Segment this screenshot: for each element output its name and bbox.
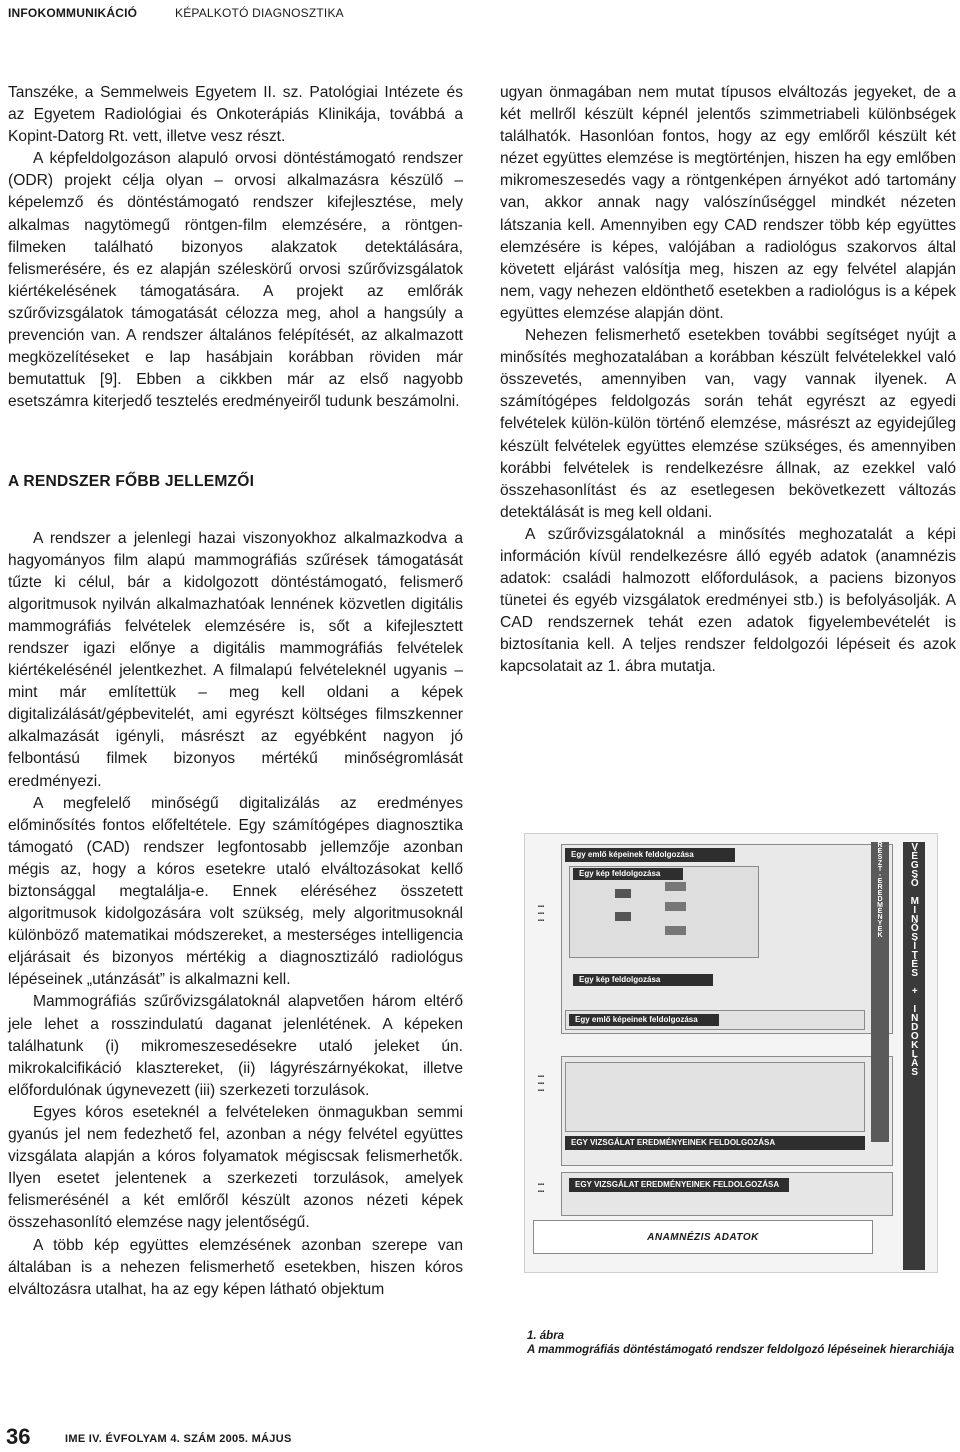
section-heading: A RENDSZER FŐBB JELLEMZŐI — [8, 473, 255, 491]
vertical-partial-results — [871, 842, 889, 1142]
caption-label: 1. ábra — [527, 1330, 565, 1342]
paragraph: Nehezen felismerhető esetekben további segítséget nyújt a minősítés meghozatalában a korábban készült felvételekkel való összevetés, amennyiben van, vagy vannak ilyenek. A számítógépes feldolgozás során tehát egyrészt az egyedi felvételek külön-külön történő elemzése, másrészt az egyidejűleg készült felvételek együttes elemzése szükséges, és amennyiben korábbi felvételek is rendelkezésre állnak, az ezekkel való összehasonlítást és az esetlegesen bekövetkezett változás detektálását is meg kell oldani. — [500, 327, 956, 521]
mini-box — [665, 902, 686, 911]
header-subsection: KÉPALKOTÓ DIAGNOSZTIKA — [175, 6, 344, 20]
right-column — [500, 82, 956, 679]
mini-box — [615, 912, 631, 921]
vertical-label: RÉSZT-EREDMÉNYEK — [876, 842, 884, 938]
mini-box — [665, 882, 686, 891]
page-footer — [0, 1420, 960, 1452]
side-label: ▪▪▪ ▪▪▪ ▪▪▪ — [537, 904, 545, 924]
header-rule — [0, 26, 960, 27]
vertical-label: VÉGSŐ MINŐSÍTÉS + INDOKLÁS — [909, 842, 921, 1076]
figure-diagram — [524, 833, 938, 1273]
paragraph: A szűrővizsgálatoknál a minősítés meghozatalát a képi információn kívül rendelkezésre álló egyéb adatok (anamnézis adatok: családi halmozott előfordulások, a paciens bizonyos tünetei és egyéb vizsgálatok eredményei stb.) is befolyásolják. A CAD rendszernek tehát ezen adatok figyelembevételét is biztosítania kell. A teljes rendszer feldolgozói lépéseit és azok kapcsolatait az 1. ábra mutatja. — [500, 525, 956, 676]
paragraph: ugyan önmagában nem mutat típusos elváltozás jegyeket, de a két mellről készült képnél jelentős szimmetriabeli különbségek találhatók. Hasonlóan fontos, hogy az egy emlőről készült két nézet együttes elemzése is megtörténjen, hiszen ha egy emlőben mikromeszesedés vagy a röntgenképen árnyékot adó tartomány van, akkor annak nagy valószínűséggel mindkét nézeten látszania kell. Amennyiben egy CAD rendszer több kép együttes elemzésére is képes, valójában a radiológus szakorvos által követett eljárást valósítja meg, hiszen az egy felvétel alapján nem, vagy nehezen eldönthető esetekben a radiológus is a képek együttes elemzése alapján dönt. — [500, 84, 956, 322]
left-column — [8, 82, 463, 1301]
figure-caption — [527, 1329, 957, 1357]
paragraph: Mammográfiás szűrővizsgálatoknál alapvetően három eltérő jele lehet a rosszindulatú daganat jelenlétének. A képeken találhatunk (i) mikromeszesedésekre utaló jeleket ún. mikrokalcifikáció klasztereket, (ii) lágyrészárnyékokat, illetve előfordulónak úgynevezett (iii) szerkezeti torzulások. — [8, 993, 463, 1099]
band-exam: EGY VIZSGÁLAT EREDMÉNYEINEK FELDOLGOZÁSA — [565, 1136, 865, 1150]
running-header — [0, 0, 960, 26]
page-number: 36 — [6, 1424, 31, 1449]
vertical-final-classification — [903, 842, 925, 1270]
paragraph: Egyes kóros eseteknél a felvételeken önmagukban semmi gyanús jel nem fedezhető fel, azonban a négy felvétel együttes vizsgálata alapján a kóros folyamatok mégiscsak felismerhetők. Ilyen esetet jelentenek a szerkezeti torzulások, amelyek felismerésénél a két emlőről készült azonos nézeti képek összehasonlító elemzése nagy jelentőségű. — [8, 1103, 463, 1232]
band-image-2: Egy kép feldolgozása — [573, 974, 713, 986]
mini-box — [615, 889, 631, 898]
anamnesis-box: ANAMNÉZIS ADATOK — [533, 1220, 873, 1254]
exam-inner-box — [565, 1062, 865, 1132]
band-breast-images-2: Egy emlő képeinek feldolgozása — [569, 1014, 719, 1026]
paragraph: A több kép együttes elemzésének azonban szerepe van általában is a nehezen felismerhető esetekben, hiszen kóros elváltozásra utalhat, ha az egy képen látható objektum — [8, 1236, 463, 1298]
band-breast-images: Egy emlő képeinek feldolgozása — [565, 848, 735, 862]
band-image: Egy kép feldolgozása — [573, 868, 683, 880]
paragraph: A rendszer a jelenlegi hazai viszonyokhoz alkalmazkodva a hagyományos film alapú mammográfiás szűrések támogatását tűzte ki célul, bár a kidolgozott döntéstámogató, felismerő algoritmusok nyilván alkalmazhatóak lennének közvetlen digitális mammográfiás felvételek elemzésére is, sőt a kifejlesztett rendszer igazi előnye a digitális mammográfiás felvételek kiértékelésénél jelentkezhet. A filmalapú felvételeknél ugyanis – mint már említettük – meg kell oldani a képek digitalizálását/gépbevitelét, ami egyrészt költséges filmszkenner alkalmazását igényli, másrészt az egyébként nagyon jó felbontású filmek bizonyos mértékű minőségromlását eredményezi. — [8, 529, 463, 790]
caption-text: A mammográfiás döntéstámogató rendszer feldolgozó lépéseinek hierarchiája — [527, 1344, 955, 1356]
side-label: ▪▪▪ ▪▪▪ ▪▪▪ — [537, 1074, 545, 1094]
band-exam-results: EGY VIZSGÁLAT EREDMÉNYEINEK FELDOLGOZÁSA — [569, 1178, 789, 1192]
paragraph: Tanszéke, a Semmelweis Egyetem II. sz. Patológiai Intézete és az Egyetem Radiológiai és Onkoterápiás Klinikája, továbbá a Kopint-Datorg Rt. vett, illetve vesz részt. — [8, 84, 463, 146]
paragraph: A képfeldolgozáson alapuló orvosi döntéstámogató rendszer (ODR) projekt célja olyan – orvosi alkalmazásra készülő – képelemző és döntéstámogató rendszer kifejlesztése, mely alkalmas nagytömegű röntgen-film elemzésére, a röntgen-filmeken található bizonyos alakzatok detektálására, felismerésére, és ez alapján széleskörű orvosi szűrővizsgálatok kiértékelésének támogatására. A projekt az emlőrák szűrővizsgálatok támogatását célozza meg, ahol a hangsúly a prevención van. A rendszer általános felépítését, az alkalmazott megközelítéseket e lap hasábjain korábban röviden már bemutattuk [9]. Ebben a cikkben már az első nagyobb esetszámra kiterjedő tesztelés eredményeiről tudunk beszámolni. — [8, 150, 463, 411]
mini-box — [665, 926, 686, 935]
header-section: INFOKOMMUNIKÁCIÓ — [8, 6, 138, 20]
paragraph: A megfelelő minőségű digitalizálás az eredményes előminősítés fontos előfeltétele. Egy számítógépes diagnosztika támogató (CAD) rendszer legfontosabb jellemzője azonban mégis az, hogy a kóros esetekre utaló elváltozásokat kellő biztonsággal megtalálja-e. Ennek eléréséhez összetett algoritmusok kidolgozására volt szükség, mely algoritmusoknál különböző matematikai módszereket, a mesterséges intelligencia eljárásait és bizonyos mértékig a diagnosztizáló radiológus lépéseinek „utánzását” is alkalmazni kell. — [8, 794, 463, 989]
side-label: ▪▪▪ ▪▪▪ — [537, 1182, 545, 1195]
journal-info: IME IV. ÉVFOLYAM 4. SZÁM 2005. MÁJUS — [65, 1433, 292, 1445]
